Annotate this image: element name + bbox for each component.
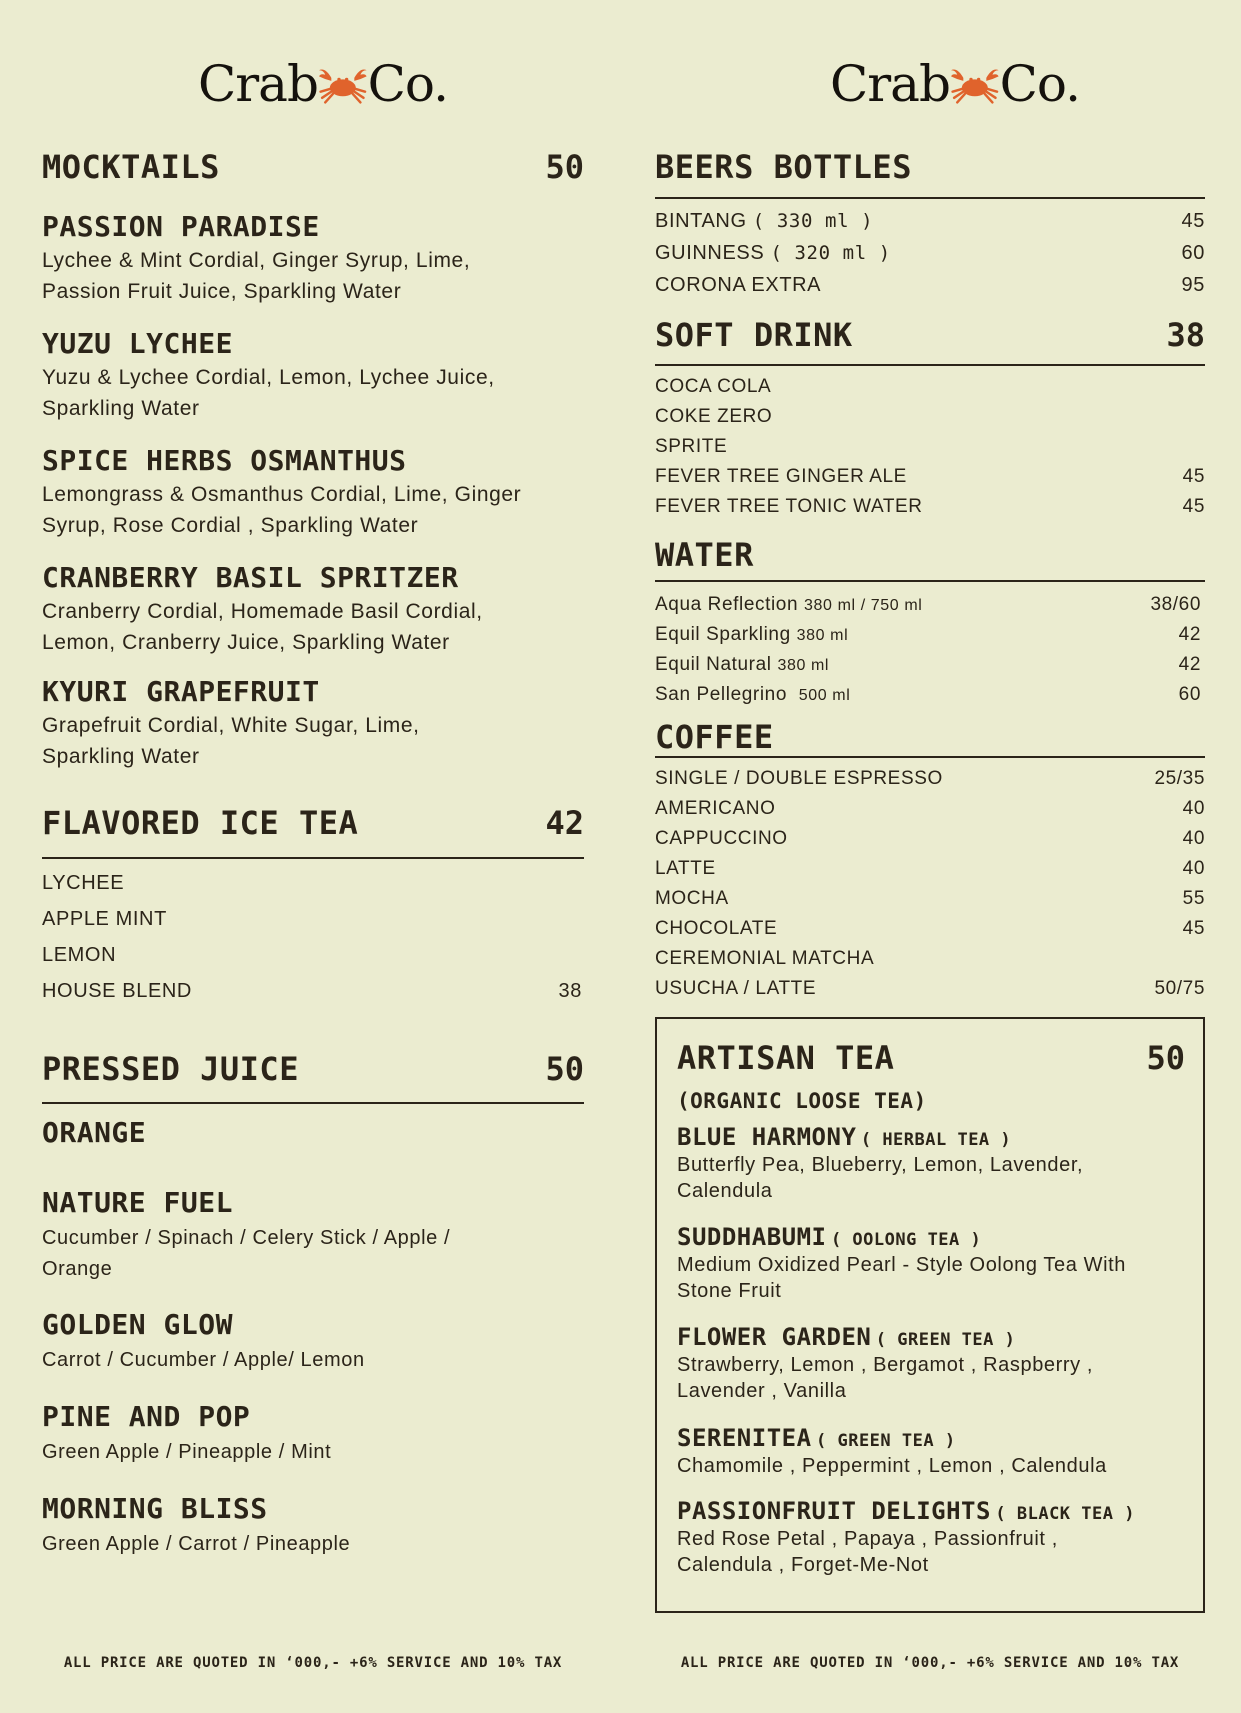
item-desc: Carrot / Cucumber / Apple/ Lemon: [42, 1349, 365, 1371]
menu-item: [42, 327, 495, 424]
list-item: [655, 242, 1205, 272]
item-name: BINTANG: [655, 210, 747, 232]
list-item: [655, 918, 1205, 948]
item-desc: Sparkling Water: [42, 745, 200, 768]
section-title-artisan-tea: ARTISAN TEA: [677, 1039, 895, 1077]
list-item: [655, 828, 1205, 858]
item-size: 380 ml: [777, 657, 830, 674]
item-price: 95: [1181, 274, 1205, 296]
price-footnote: ALL PRICE ARE QUOTED IN ‘000,- +6% SERVICE AND 10% TAX: [63, 1655, 563, 1671]
item-price: 45: [1182, 496, 1205, 517]
item-desc: Chamomile , Peppermint , Lemon , Calendula: [677, 1455, 1107, 1477]
item-type: ( OOLONG TEA ): [830, 1230, 982, 1250]
brand-word-co: Co.: [367, 55, 448, 113]
item-desc: Grapefruit Cordial, White Sugar, Lime,: [42, 714, 420, 737]
item-price: 60: [1178, 684, 1201, 705]
item-name: San Pellegrino: [655, 684, 787, 705]
item-type: ( GREEN TEA ): [875, 1330, 1016, 1350]
item-name: CORONA EXTRA: [655, 274, 822, 296]
item-desc: Butterfly Pea, Blueberry, Lemon, Lavender,: [677, 1154, 1084, 1176]
menu-item: [677, 1123, 1189, 1204]
menu-item: [42, 1492, 350, 1560]
section-title-beers: BEERS BOTTLES: [655, 148, 912, 186]
menu-item: [42, 675, 420, 772]
item-desc: Yuzu & Lychee Cordial, Lemon, Lychee Juice,: [42, 366, 495, 389]
item-name: FEVER TREE TONIC WATER: [655, 496, 923, 517]
item-price: 40: [1182, 828, 1205, 849]
list-item: [655, 436, 1205, 466]
item-name: CRANBERRY BASIL SPRITZER: [42, 561, 459, 594]
section-price-artisan-tea: 50: [1146, 1039, 1185, 1077]
list-item: [655, 496, 1205, 526]
section-price-soft-drink: 38: [1166, 316, 1205, 354]
list-item: [655, 594, 1205, 624]
item-name: LATTE: [655, 858, 716, 879]
list-item: [655, 888, 1205, 918]
list-item: [655, 624, 1205, 654]
crab-icon: [948, 56, 1002, 112]
item-price: 45: [1181, 210, 1205, 232]
section-price-juice: 50: [545, 1050, 584, 1088]
item-price: 38: [558, 980, 582, 1002]
item-desc: Orange: [42, 1258, 113, 1280]
menu-item: [677, 1323, 1193, 1404]
list-item: [655, 406, 1205, 436]
section-title-soft-drink: SOFT DRINK: [655, 316, 853, 354]
list-item: [655, 376, 1205, 406]
item-name: SERENITEA: [677, 1424, 812, 1452]
menu-item: [42, 1186, 450, 1285]
list-item: [655, 274, 1205, 304]
item-name: AMERICANO: [655, 798, 776, 819]
list-item: [655, 654, 1205, 684]
menu-item: [42, 210, 470, 307]
item-price: 45: [1182, 918, 1205, 939]
item-desc: Lavender , Vanilla: [677, 1380, 847, 1402]
item-name: APPLE MINT: [42, 908, 167, 930]
section-subtitle: (ORGANIC LOOSE TEA): [677, 1089, 927, 1113]
item-desc: Sparkling Water: [42, 397, 200, 420]
item-name: LEMON: [42, 944, 117, 966]
item-price: 60: [1181, 242, 1205, 264]
item-name: YUZU LYCHEE: [42, 327, 233, 360]
item-desc: Calendula: [677, 1180, 773, 1202]
item-desc: Green Apple / Pineapple / Mint: [42, 1441, 332, 1463]
list-item: [655, 768, 1205, 798]
price-footnote: ALL PRICE ARE QUOTED IN ‘000,- +6% SERVICE AND 10% TAX: [680, 1655, 1180, 1671]
divider: [655, 364, 1205, 366]
menu-item: [42, 561, 483, 658]
item-desc: Stone Fruit: [677, 1280, 782, 1302]
item-type: ( BLACK TEA ): [995, 1504, 1135, 1524]
item-price: 42: [1178, 624, 1201, 645]
menu-item: [677, 1424, 1193, 1479]
item-name: LYCHEE: [42, 872, 125, 894]
item-price: 25/35: [1154, 768, 1205, 789]
list-item: [655, 798, 1205, 828]
item-name: FLOWER GARDEN: [677, 1323, 872, 1351]
item-name: HOUSE BLEND: [42, 980, 192, 1002]
brand-word-co: Co.: [999, 55, 1080, 113]
item-name: GUINNESS: [655, 242, 765, 264]
artisan-tea-box: [655, 1017, 1205, 1613]
section-title-ice-tea: FLAVORED ICE TEA: [42, 804, 359, 842]
item-desc: Green Apple / Carrot / Pineapple: [42, 1533, 351, 1555]
item-name: PASSIONFRUIT DELIGHTS: [677, 1497, 991, 1525]
item-desc: Medium Oxidized Pearl - Style Oolong Tea With: [677, 1254, 1127, 1276]
item-desc: Passion Fruit Juice, Sparkling Water: [42, 280, 402, 303]
item-price: 38/60: [1150, 594, 1201, 615]
item-desc: Cucumber / Spinach / Celery Stick / Apple /: [42, 1227, 451, 1249]
item-name: NATURE FUEL: [42, 1186, 233, 1219]
menu-item: [677, 1223, 1193, 1304]
item-name: SINGLE / DOUBLE ESPRESSO: [655, 768, 943, 789]
item-name: USUCHA / LATTE: [655, 978, 817, 999]
menu-item: [42, 1308, 365, 1376]
item-name: GOLDEN GLOW: [42, 1308, 233, 1341]
section-title-coffee: COFFEE: [655, 718, 774, 756]
item-name: COKE ZERO: [655, 406, 773, 427]
item-name: Equil Sparkling: [655, 624, 791, 645]
section-price-mocktails: 50: [545, 148, 584, 186]
item-size: 500 ml: [798, 687, 851, 704]
item-price: 55: [1182, 888, 1205, 909]
item-size: 380 ml: [796, 627, 849, 644]
list-item: [655, 210, 1205, 240]
section-title-juice: PRESSED JUICE: [42, 1050, 299, 1088]
list-item: [42, 980, 584, 1010]
item-price: 40: [1182, 858, 1205, 879]
item-desc: Calendula , Forget-Me-Not: [677, 1554, 929, 1576]
item-name: PASSION PARADISE: [42, 210, 320, 243]
item-size: ( 330 ml ): [752, 210, 874, 232]
menu-item: [677, 1497, 1193, 1578]
divider: [42, 1102, 584, 1104]
item-name: COCA COLA: [655, 376, 772, 397]
divider: [655, 580, 1205, 582]
item-name: BLUE HARMONY: [677, 1123, 857, 1151]
item-price: 45: [1182, 466, 1205, 487]
brand-word-crab: Crab: [830, 55, 950, 113]
item-desc: Lemongrass & Osmanthus Cordial, Lime, Ginger: [42, 483, 522, 506]
menu-item: [42, 444, 521, 541]
item-name: SPICE HERBS OSMANTHUS: [42, 444, 407, 477]
item-name: SPRITE: [655, 436, 728, 457]
section-title-mocktails: MOCKTAILS: [42, 148, 220, 186]
brand-logo: [198, 52, 448, 116]
item-desc: Syrup, Rose Cordial , Sparkling Water: [42, 514, 419, 537]
divider: [655, 197, 1205, 199]
menu-item: [42, 1400, 331, 1468]
item-price: 42: [1178, 654, 1201, 675]
item-desc: Strawberry, Lemon , Bergamot , Raspberry ,: [677, 1354, 1094, 1376]
list-item: [42, 944, 584, 974]
item-type: ( HERBAL TEA ): [860, 1130, 1012, 1150]
item-name: CEREMONIAL MATCHA: [655, 948, 875, 969]
item-name: Equil Natural: [655, 654, 772, 675]
divider: [42, 857, 584, 859]
item-price: 50/75: [1154, 978, 1205, 999]
list-item: [42, 908, 584, 938]
list-item: [655, 948, 1205, 978]
list-item: [655, 858, 1205, 888]
item-size: ( 320 ml ): [770, 242, 891, 264]
item-name: SUDDHABUMI: [677, 1223, 827, 1251]
item-desc: Lemon, Cranberry Juice, Sparkling Water: [42, 631, 450, 654]
item-desc: Red Rose Petal , Papaya , Passionfruit ,: [677, 1528, 1058, 1550]
item-name: MORNING BLISS: [42, 1492, 268, 1525]
list-item: [42, 872, 584, 902]
item-type: ( GREEN TEA ): [816, 1431, 956, 1451]
item-name: PINE AND POP: [42, 1400, 251, 1433]
list-item: [655, 978, 1205, 1008]
crab-icon: [316, 56, 370, 112]
item-desc: Cranberry Cordial, Homemade Basil Cordial,: [42, 600, 483, 623]
list-item: [655, 684, 1205, 714]
item-name: CHOCOLATE: [655, 918, 778, 939]
item-price: 40: [1182, 798, 1205, 819]
item-name: FEVER TREE GINGER ALE: [655, 466, 907, 487]
item-name: KYURI GRAPEFRUIT: [42, 675, 320, 708]
item-size: 380 ml / 750 ml: [804, 597, 923, 614]
item-name: Aqua Reflection: [655, 594, 799, 615]
brand-logo: [830, 52, 1080, 116]
item-name: MOCHA: [655, 888, 729, 909]
item-desc: Lychee & Mint Cordial, Ginger Syrup, Lime,: [42, 249, 471, 272]
section-price-ice-tea: 42: [545, 804, 584, 842]
list-item: [655, 466, 1205, 496]
brand-word-crab: Crab: [198, 55, 318, 113]
item-name: ORANGE: [42, 1116, 147, 1149]
item-name: CAPPUCCINO: [655, 828, 788, 849]
divider: [655, 756, 1205, 758]
section-title-water: WATER: [655, 536, 754, 574]
